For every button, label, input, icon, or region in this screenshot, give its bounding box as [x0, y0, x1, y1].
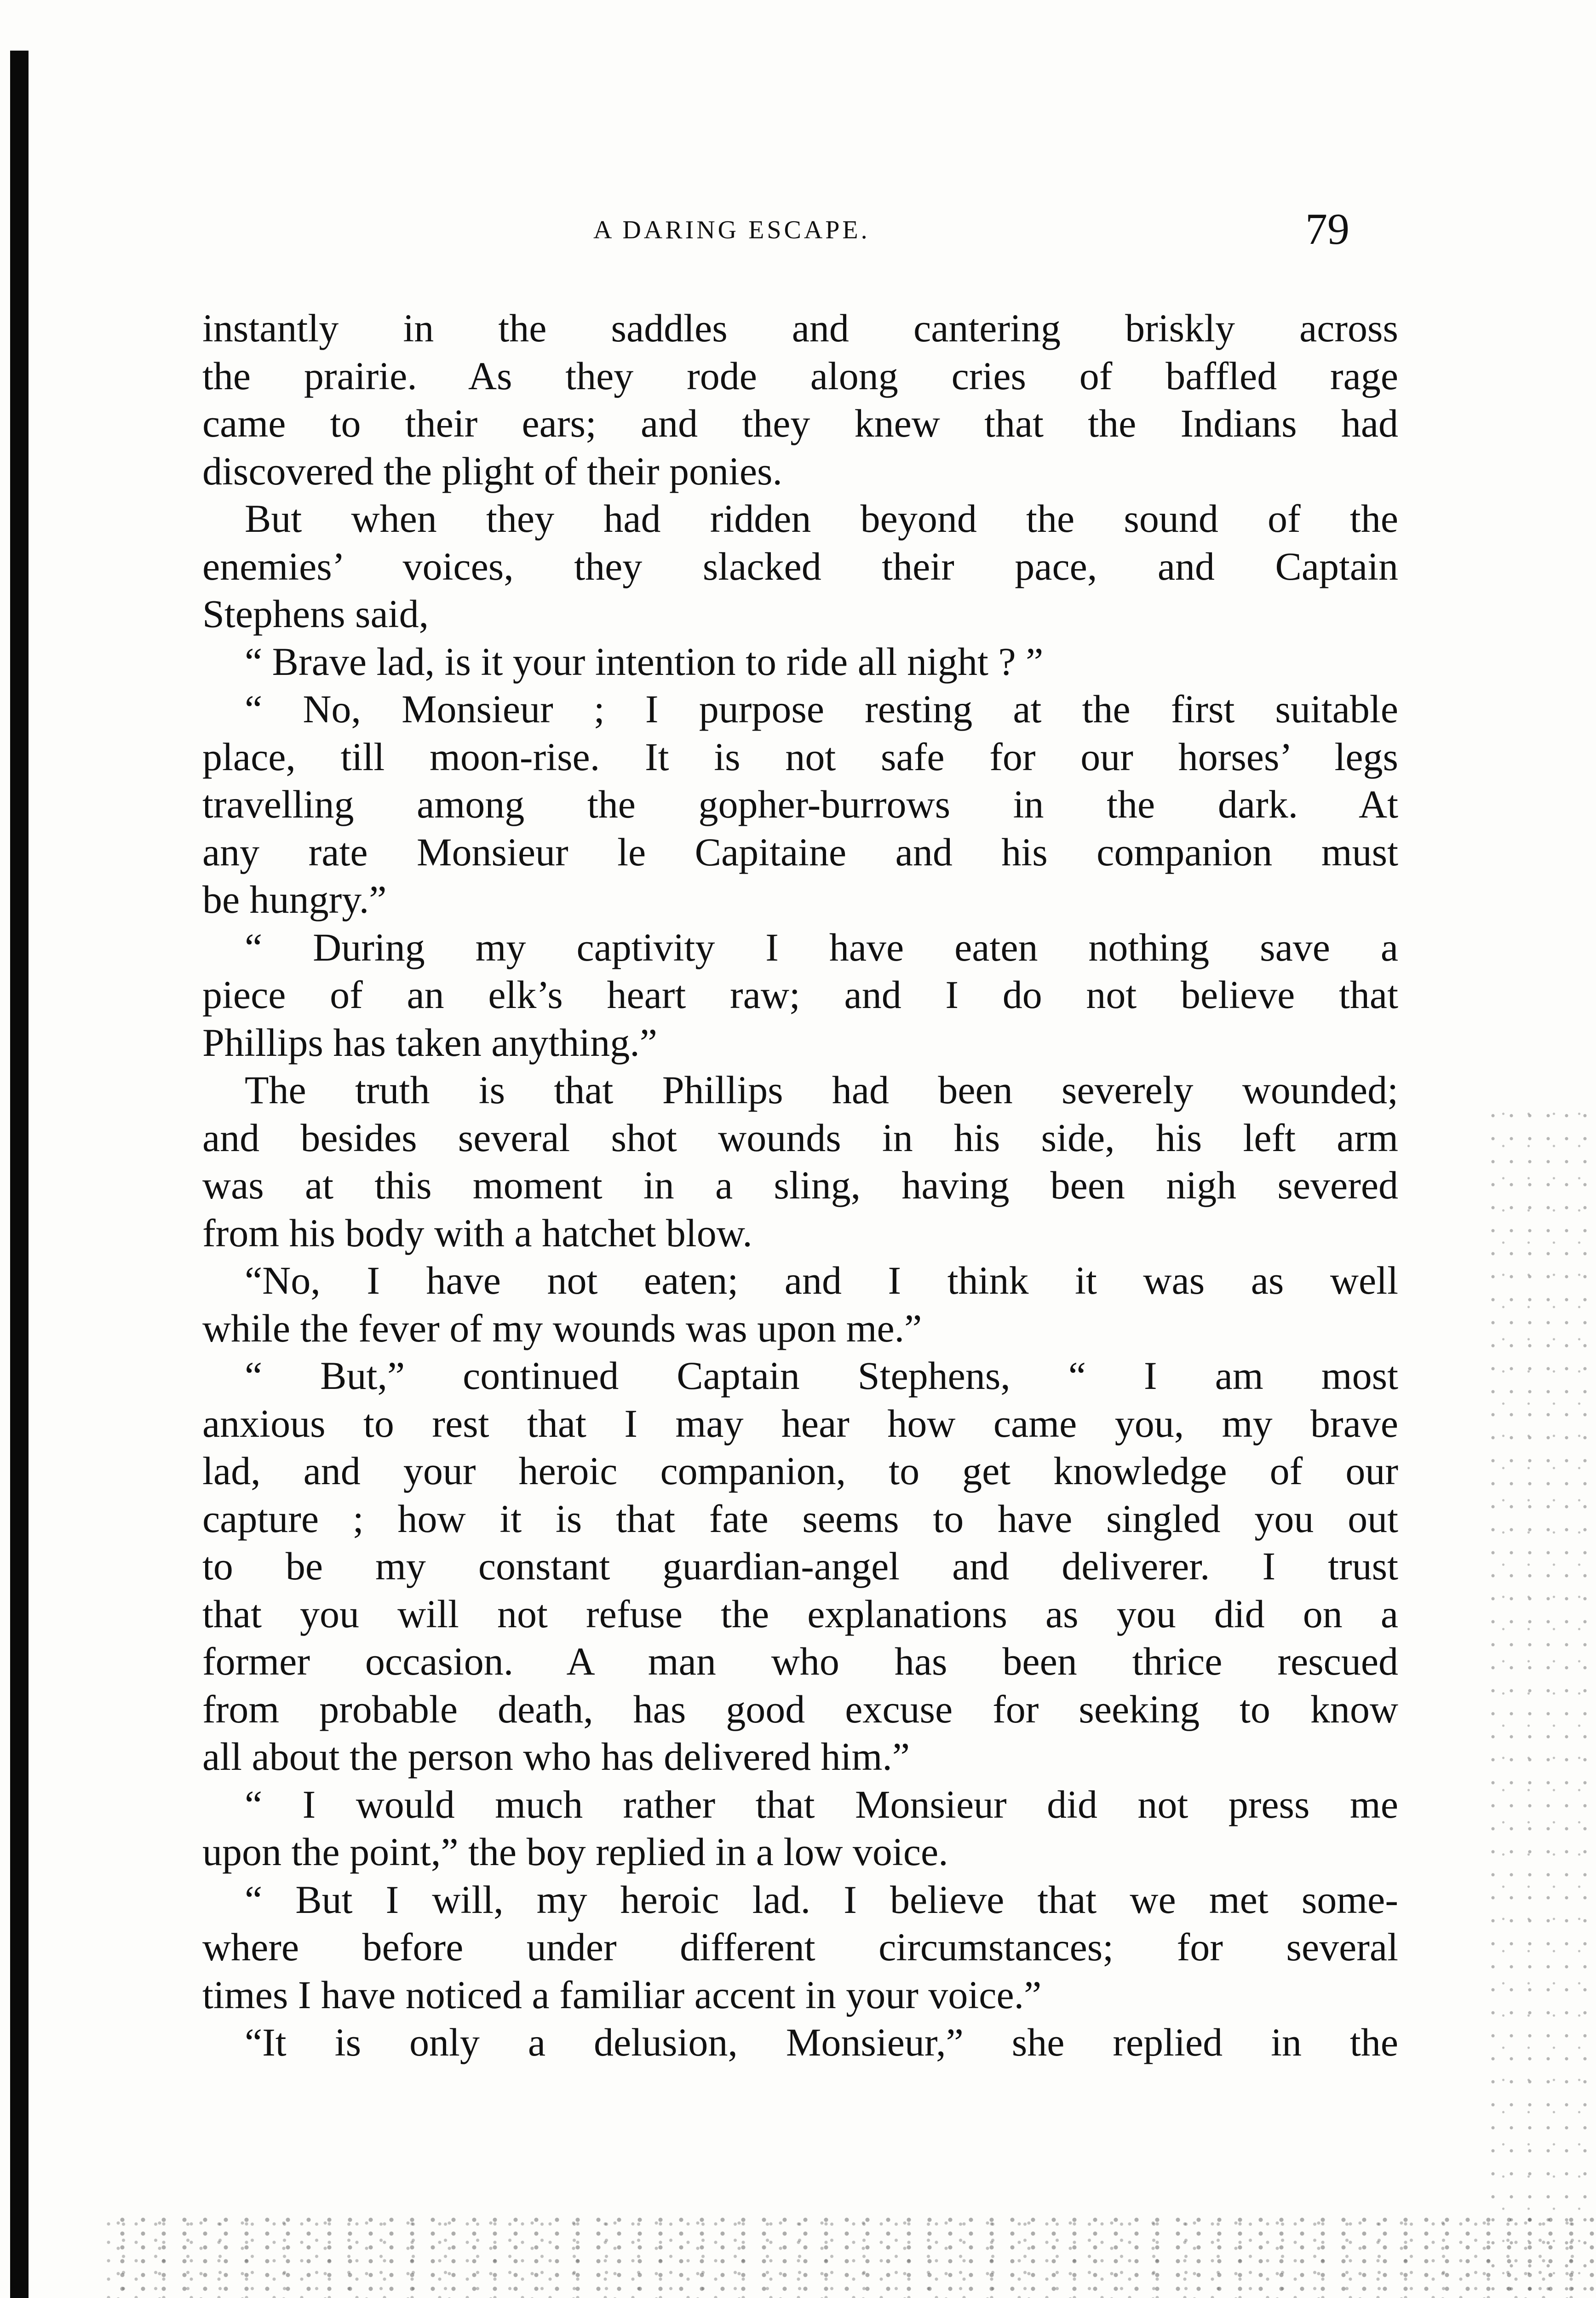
text-line: discovered the plight of their ponies. [202, 449, 783, 493]
text-line: “It is only a delusion, Monsieur,” she replied in the [245, 2020, 1398, 2064]
text-line: from his body with a hatchet blow. [202, 1210, 752, 1255]
text-line: upon the point,” the boy replied in a low voice. [202, 1830, 948, 1874]
text-line: “ But,” continued Captain Stephens, “ I am most [245, 1353, 1398, 1398]
binding-edge [10, 51, 29, 2298]
text-line: “No, I have not eaten; and I think it was as well [245, 1258, 1398, 1302]
text-line: was at this moment in a sling, having been nigh severed [202, 1163, 1398, 1207]
text-line: be hungry.” [202, 877, 387, 922]
text-line: enemies’ voices, they slacked their pace, and Captain [202, 544, 1398, 588]
text-line: “ During my captivity I have eaten nothing save a [245, 925, 1398, 969]
body-text [202, 305, 1398, 2067]
text-line: “ I would much rather that Monsieur did not press me [245, 1782, 1398, 1826]
text-line: “ Brave lad, is it your intention to ride all night ? ” [245, 639, 1044, 684]
text-line: anxious to rest that I may hear how came you, my brave [202, 1401, 1398, 1446]
text-line: place, till moon-rise. It is not safe for our horses’ legs [202, 734, 1398, 779]
text-line: any rate Monsieur le Capitaine and his companion must [202, 829, 1398, 874]
text-line: Phillips has taken anything.” [202, 1020, 657, 1065]
text-line: lad, and your heroic companion, to get knowledge of our [202, 1449, 1398, 1493]
text-line: “ No, Monsieur ; I purpose resting at the first suitable [245, 687, 1398, 731]
text-line: “ But I will, my heroic lad. I believe that we met some- [245, 1877, 1398, 1922]
text-line: to be my constant guardian-angel and deliverer. I trust [202, 1544, 1398, 1588]
text-line: while the fever of my wounds was upon me.” [202, 1306, 922, 1350]
text-line: that you will not refuse the explanations as you did on a [202, 1591, 1398, 1636]
text-line: from probable death, has good excuse for seeking to know [202, 1687, 1398, 1731]
text-line: times I have noticed a familiar accent in your voice.” [202, 1972, 1042, 2017]
scan-noise-bottom [106, 2213, 1596, 2298]
text-line: But when they had ridden beyond the sound of the [245, 496, 1398, 541]
scan-noise-right [1486, 1104, 1596, 2298]
text-line: piece of an elk’s heart raw; and I do not believe that [202, 973, 1398, 1017]
page-number: 79 [1305, 204, 1349, 253]
text-line: travelling among the gopher-burrows in the dark. At [202, 782, 1398, 826]
text-line: came to their ears; and they knew that the Indians had [202, 401, 1398, 445]
running-head: A DARING ESCAPE. [593, 216, 870, 244]
text-line: the prairie. As they rode along cries of baffled rage [202, 353, 1398, 398]
text-line: former occasion. A man who has been thrice rescued [202, 1639, 1398, 1683]
text-line: all about the person who has delivered him.” [202, 1734, 910, 1779]
text-line: The truth is that Phillips had been severely wounded; [245, 1068, 1398, 1112]
text-line: capture ; how it is that fate seems to have singled you out [202, 1496, 1398, 1541]
text-line: and besides several shot wounds in his side, his left arm [202, 1115, 1398, 1160]
text-line: instantly in the saddles and cantering briskly across [202, 306, 1398, 350]
text-line: where before under different circumstances; for several [202, 1925, 1398, 1969]
text-line: Stephens said, [202, 592, 429, 636]
